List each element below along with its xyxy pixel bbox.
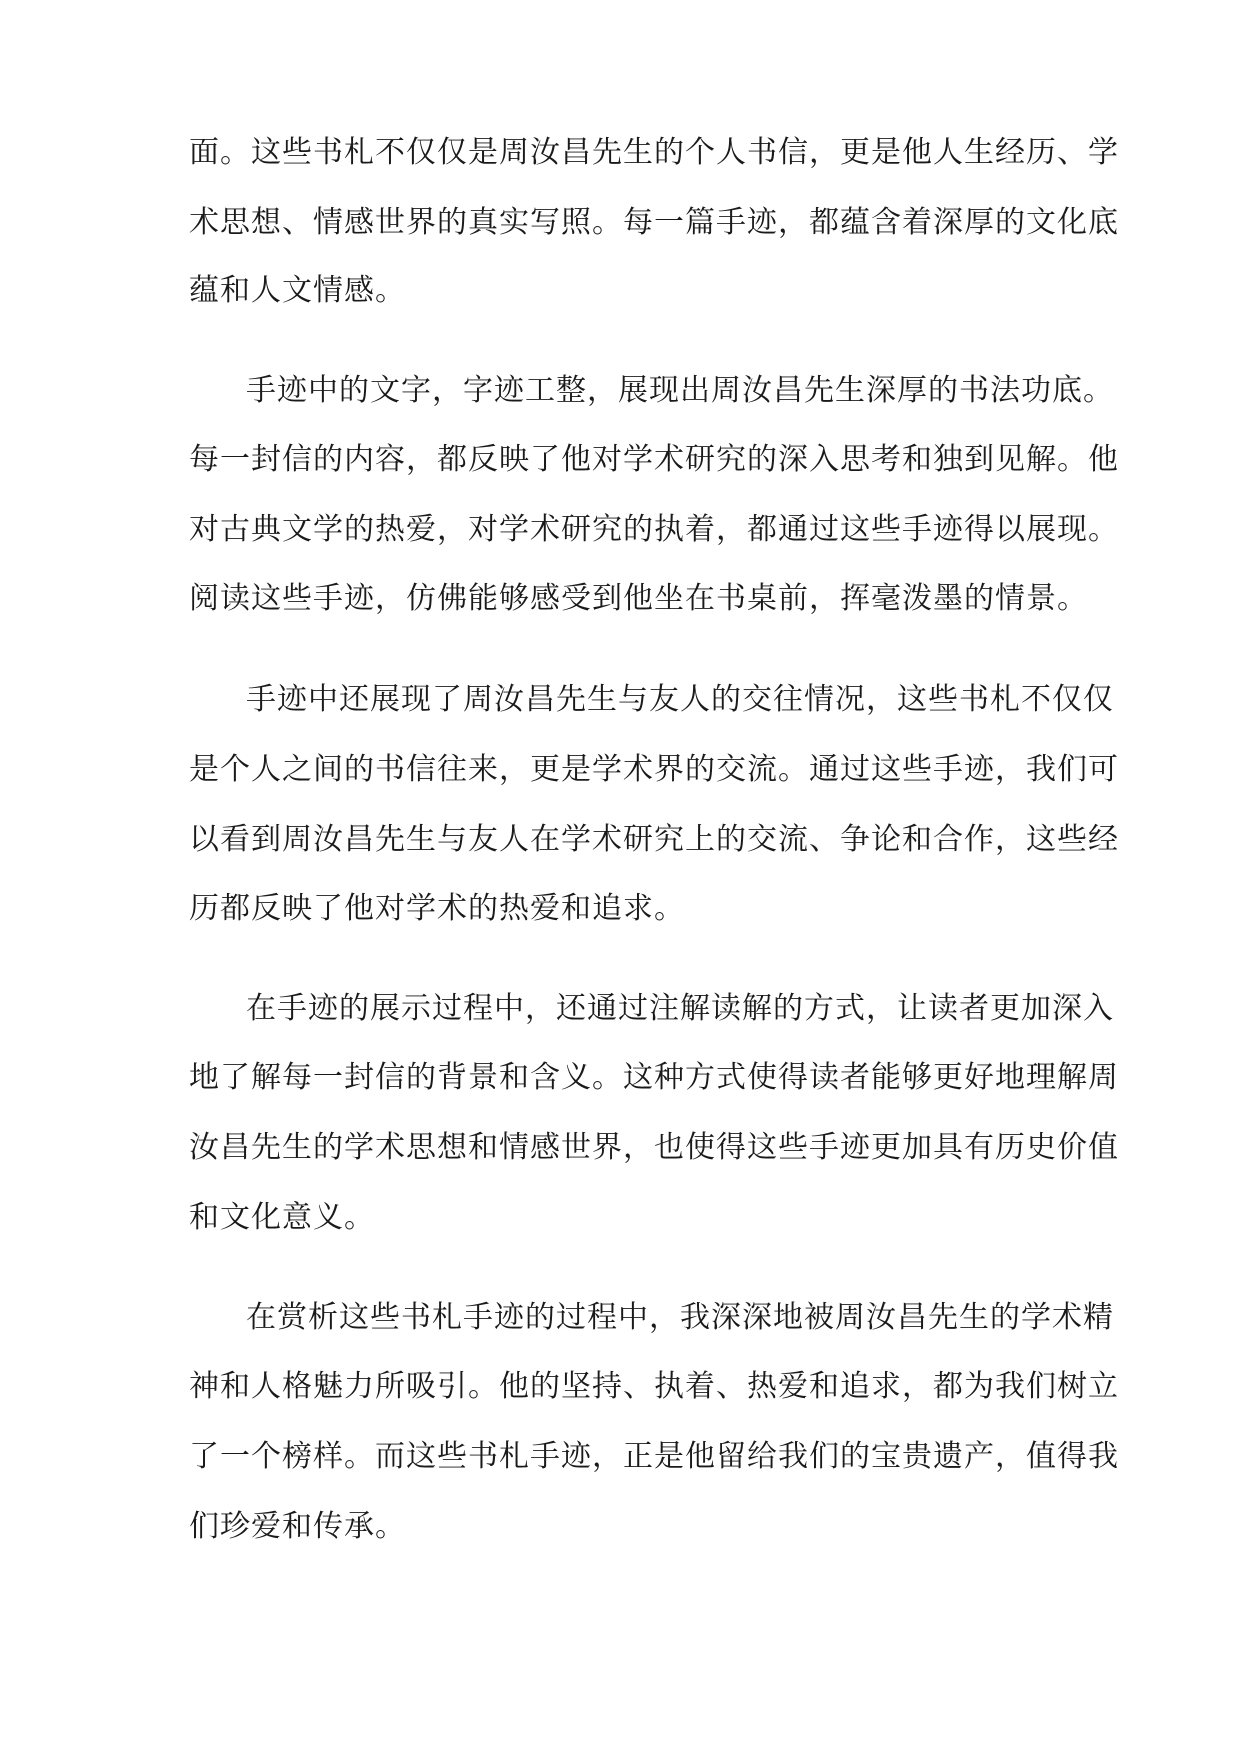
text-line: 是个人之间的书信往来，更是学术界的交流。通过这些手迹，我们可 — [189, 752, 1119, 787]
paragraph-first-line: 在手迹的展示过程中，还通过注解读解的方式，让读者更加深入 — [246, 991, 1114, 1026]
paragraph-first-line: 手迹中的文字，字迹工整，展现出周汝昌先生深厚的书法功底。 — [246, 373, 1114, 408]
text-line: 面。这些书札不仅仅是周汝昌先生的个人书信，更是他人生经历、学 — [189, 135, 1119, 170]
paragraph-first-line: 手迹中还展现了周汝昌先生与友人的交往情况，这些书札不仅仅 — [246, 682, 1114, 717]
text-line: 神和人格魅力所吸引。他的坚持、执着、热爱和追求，都为我们树立 — [189, 1369, 1119, 1404]
text-line: 汝昌先生的学术思想和情感世界，也使得这些手迹更加具有历史价值 — [189, 1130, 1119, 1165]
text-line: 了一个榜样。而这些书札手迹，正是他留给我们的宝贵遗产，值得我 — [189, 1439, 1119, 1474]
text-line: 和文化意义。 — [189, 1200, 375, 1235]
text-line: 术思想、情感世界的真实写照。每一篇手迹，都蕴含着深厚的文化底 — [189, 205, 1119, 240]
text-line: 以看到周汝昌先生与友人在学术研究上的交流、争论和合作，这些经 — [189, 822, 1119, 857]
paragraph-first-line: 在赏析这些书札手迹的过程中，我深深地被周汝昌先生的学术精 — [246, 1300, 1114, 1335]
text-line: 蕴和人文情感。 — [189, 273, 406, 308]
text-line: 对古典文学的热爱，对学术研究的执着，都通过这些手迹得以展现。 — [189, 512, 1119, 547]
text-line: 阅读这些手迹，仿佛能够感受到他坐在书桌前，挥毫泼墨的情景。 — [189, 581, 1088, 616]
text-line: 们珍爱和传承。 — [189, 1509, 406, 1544]
text-line: 地了解每一封信的背景和含义。这种方式使得读者能够更好地理解周 — [189, 1060, 1119, 1095]
text-line: 每一封信的内容，都反映了他对学术研究的深入思考和独到见解。他 — [189, 442, 1119, 477]
text-line: 历都反映了他对学术的热爱和追求。 — [189, 891, 685, 926]
